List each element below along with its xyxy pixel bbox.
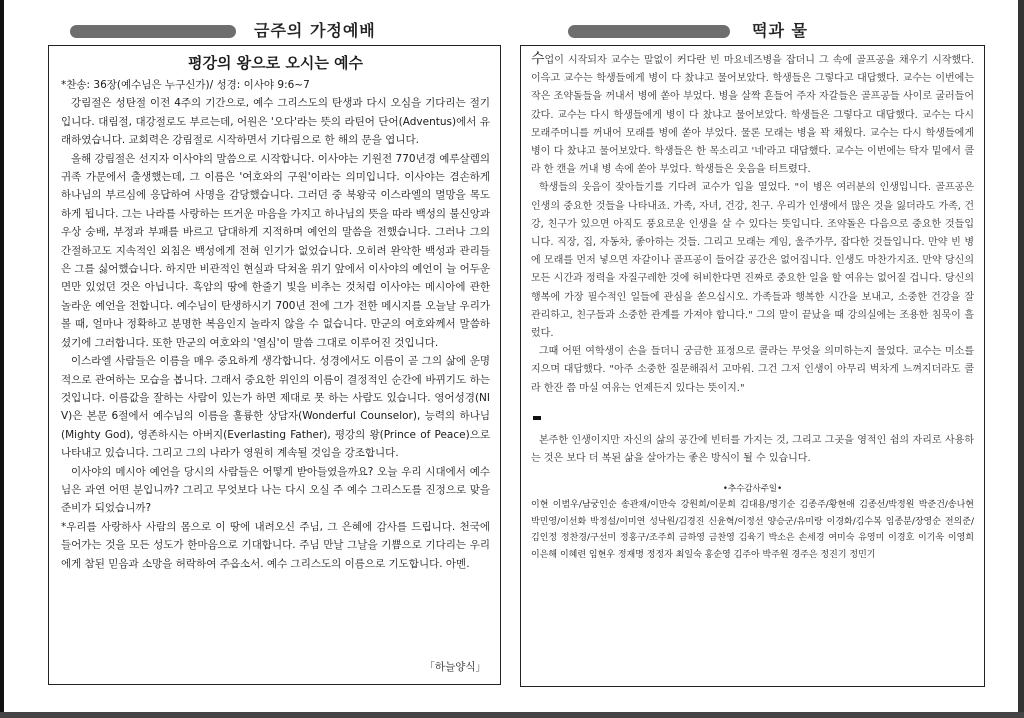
section-marker <box>533 416 541 420</box>
right-header-title: 떡과 물 <box>752 21 808 40</box>
prayer-paragraph: *우리를 사랑하사 사람의 몸으로 이 땅에 내려오신 주님, 그 은혜에 감사를 드립니다. 천국에 들어가는 것을 모든 성도가 한마음으로 기대합니다. 주님 만날 그날을 기쁨으로 기다리는 우리에게 참된 믿음과 소망을 허락하여 주옵소서. 예수 그리스도의 이름으로 기도합니다. 아멘. <box>61 520 490 570</box>
sermon-paragraph: 올해 강림절은 선지자 이사야의 말씀으로 시작합니다. 이사야는 기원전 770년경 예루살렘의 귀족 가문에서 출생했는데, 그 이름은 '여호와의 구원'이라는 의미입니다. 이사야는 겸손하게 하나님의 부르심에 응답하여 사명을 감당했습니다. 그러던 중 북왕국 이스라엘의 멸망을 목도하게 됩니다. 그는 나라를 사랑하는 뜨거운 마음을 가지고 하나님의 뜻을 따라 백성의 불신앙과 우상 숭배, 부정과 부패를 바르고 담대하게 지적하며 예언의 말씀을 전했습니다. 그러나 그의 간절하고도 지속적인 외침은 백성에게 전혀 인기가 없었습니다. 오히려 완악한 백성과 관리들은 그를 싫어했습니다. 하지만 비관적인 현실과 닥쳐올 위기 앞에서 이사야의 예언이 늘 어두운 면만 있었던 것은 아닙니다. 흑암의 땅에 한줄기 빛을 비추는 것처럼 이사야는 메시아에 관한 놀라운 예언을 전합니다. 예수님이 탄생하시기 700년 전에 그가 전한 메시지를 오늘날 우리가 볼 때, 얼마나 정확하고 분명한 복음인지 놀라지 않을 수 없습니다. 만군의 여호와께서 말씀하셨기에 그러합니다. 또한 만군의 여호와의 '열심'이 말씀 그대로 이루어진 것입니다. <box>61 152 490 349</box>
thanks-names: 이현 이범우/남궁인순 송관재/이만숙 강원희/이문희 김대용/명기순 김종주/황현애 김종선/박정원 박준건/송나현 박민영/이선화 박정설/이미연 성낙원/김경진 신윤혁/이정선 양승군/유미랑 이경화/김수복 임종분/장영순 전의준/김인정 정찬경/구선미 정홍구/조주희 금하영 금찬영 김육기 박소은 손세경 여미숙 유영미 이경호 이기욱 이영희 이은해 이혜련 임현우 정재명 정정자 최일숙 홍순영 김주아 박주원 경주은 정진기 정민기 <box>531 500 974 560</box>
left-header-title: 금주의 가정예배 <box>254 21 376 40</box>
scripture-line: *찬송: 36장(예수님은 누구신가)/ 성경: 이사야 9:6~7 <box>61 79 310 91</box>
story-paragraph: 그때 어떤 여학생이 손을 들더니 궁금한 표정으로 콜라는 무엇을 의미하는지 물었다. 교수는 미소를 지으며 대답했다. "아주 소중한 질문해줘서 고마워. 그건 그저 인생이 아무리 벅차게 느껴지더라도 콜라 한잔 쯤 마실 여유는 언제든지 있다는 뜻이지." <box>531 346 974 394</box>
sermon-body <box>61 76 490 573</box>
thanks-title: •추수감사주일• <box>722 484 783 495</box>
source-signature: 「하늘양식」 <box>420 659 486 674</box>
sermon-paragraph: 강림절은 성탄절 이전 4주의 기간으로, 예수 그리스도의 탄생과 다시 오심을 기다리는 절기입니다. 대림절, 대강절로도 부르는데, 어원은 '오다'라는 뜻의 라틴어 단어(Adventus)에서 유래하였습니다. 교회력은 강림절로 시작하면서 기다림으로 한 해의 문을 엽니다. <box>61 97 490 147</box>
frame-bottom-edge <box>0 712 1024 718</box>
frame-right-edge <box>1018 0 1024 718</box>
frame-left-edge <box>0 0 4 718</box>
sermon-paragraph: 이스라엘 사람들은 이름을 매우 중요하게 생각합니다. 성경에서도 이름이 곧 그의 삶에 운명적으로 관여하는 모습을 봅니다. 그래서 중요한 위인의 이름이 결정적인 순간에 바뀌기도 하는 것입니다. 이름값을 잘하는 사람이 있는가 하면 제대로 못 하는 사람도 있습니다. 영어성경(NIV)은 본문 6절에서 예수님의 이름을 훌륭한 상담자(Wonderful Counselor), 능력의 하나님(Mighty God), 영존하시는 아버지(Everlasting Father), 평강의 왕(Prince of Peace)으로 나타내고 있습니다. 그리고 그의 나라가 영원히 계속될 것임을 강조합니다. <box>61 355 490 460</box>
story-panel <box>520 45 985 687</box>
reflection-paragraph: 본주한 인생이지만 자신의 삶의 공간에 빈터를 가지는 것, 그리고 그곳을 영적인 쉼의 자리로 사용하는 것은 보다 더 복된 삶을 살아가는 좋은 방식이 될 수 있습니다. <box>531 434 974 465</box>
sermon-paragraph: 이사야의 메시아 예언을 당시의 사람들은 어떻게 받아들였을까요? 오늘 우리 시대에서 예수님은 과연 어떤 분입니까? 그리고 무엇보다 나는 다시 오실 주 예수 그리스도를 진정으로 맞을 준비가 되었습니까? <box>61 465 490 515</box>
right-header-bar <box>568 25 730 38</box>
sermon-panel <box>48 45 501 685</box>
story-paragraph: 학생들의 웃음이 잦아들기를 기다려 교수가 입을 열었다. "이 병은 여러분의 인생입니다. 골프공은 인생의 중요한 것들을 나타내죠. 가족, 자녀, 건강, 친구. 우리가 인생에서 많은 것을 잃더라도 가족, 건강, 친구가 있으면 아직도 풍요로운 인생을 살 수 있다는 뜻입니다. 조약돌은 다음으로 중요한 것들입니다. 직장, 집, 자동차, 좋아하는 것들. 그리고 모래는 게임, 울주가무, 잡다한 것들입니다. 만약 빈 병에 모래를 먼저 넣으면 자갈이나 골프공이 들어갈 공간은 없어집니다. 인생도 마찬가지죠. 만약 당신의 모든 시간과 정력을 자질구레한 것에 허비한다면 진짜로 중요한 일을 할 여유는 없어질 겁니다. 당신의 행복에 가장 필수적인 일들에 관심을 쏟으십시오. 가족들과 행복한 시간을 보내고, 소중한 건강을 잘 관리하고, 친구들과 소중한 관계를 가져야 합니다." 그의 말이 끝났을 때 강의실에는 조용한 침묵이 흘렀다. <box>531 182 974 340</box>
left-header-bar <box>70 25 236 38</box>
story-paragraph: 수업이 시작되자 교수는 말없이 커다란 빈 마요네즈병을 잡더니 그 속에 골프공을 채우기 시작했다. 이윽고 교수는 학생들에게 병이 다 찼냐고 물어보았다. 학생들은 그렇다고 대답했다. 교수는 이번에는 작은 조약돌들을 꺼내서 병에 쏟아 부었다. 병을 살짝 흔들어 주자 자갈들은 골프공들 사이로 굴러들어갔다. 교수는 다시 학생들에게 병이 다 찼냐고 물어보았다. 학생들은 그렇다고 대답했다. 교수는 다시 모래주머니를 꺼내어 모래를 병에 쏟아 부었다. 물론 모래는 병을 꽉 채웠다. 교수는 다시 학생들에게 병이 다 찼냐고 물어보았다. 학생들은 한 목소리고 '네'라고 대답했다. 교수는 이번에는 탁자 밑에서 콜라 한 캔을 꺼내 병 속에 쏟아 부었다. 학생들은 웃음을 터트렸다. <box>531 51 974 176</box>
drop-cap: 수 <box>531 51 545 67</box>
sermon-title: 평강의 왕으로 오시는 예수 <box>187 54 364 72</box>
story-body <box>531 50 974 468</box>
